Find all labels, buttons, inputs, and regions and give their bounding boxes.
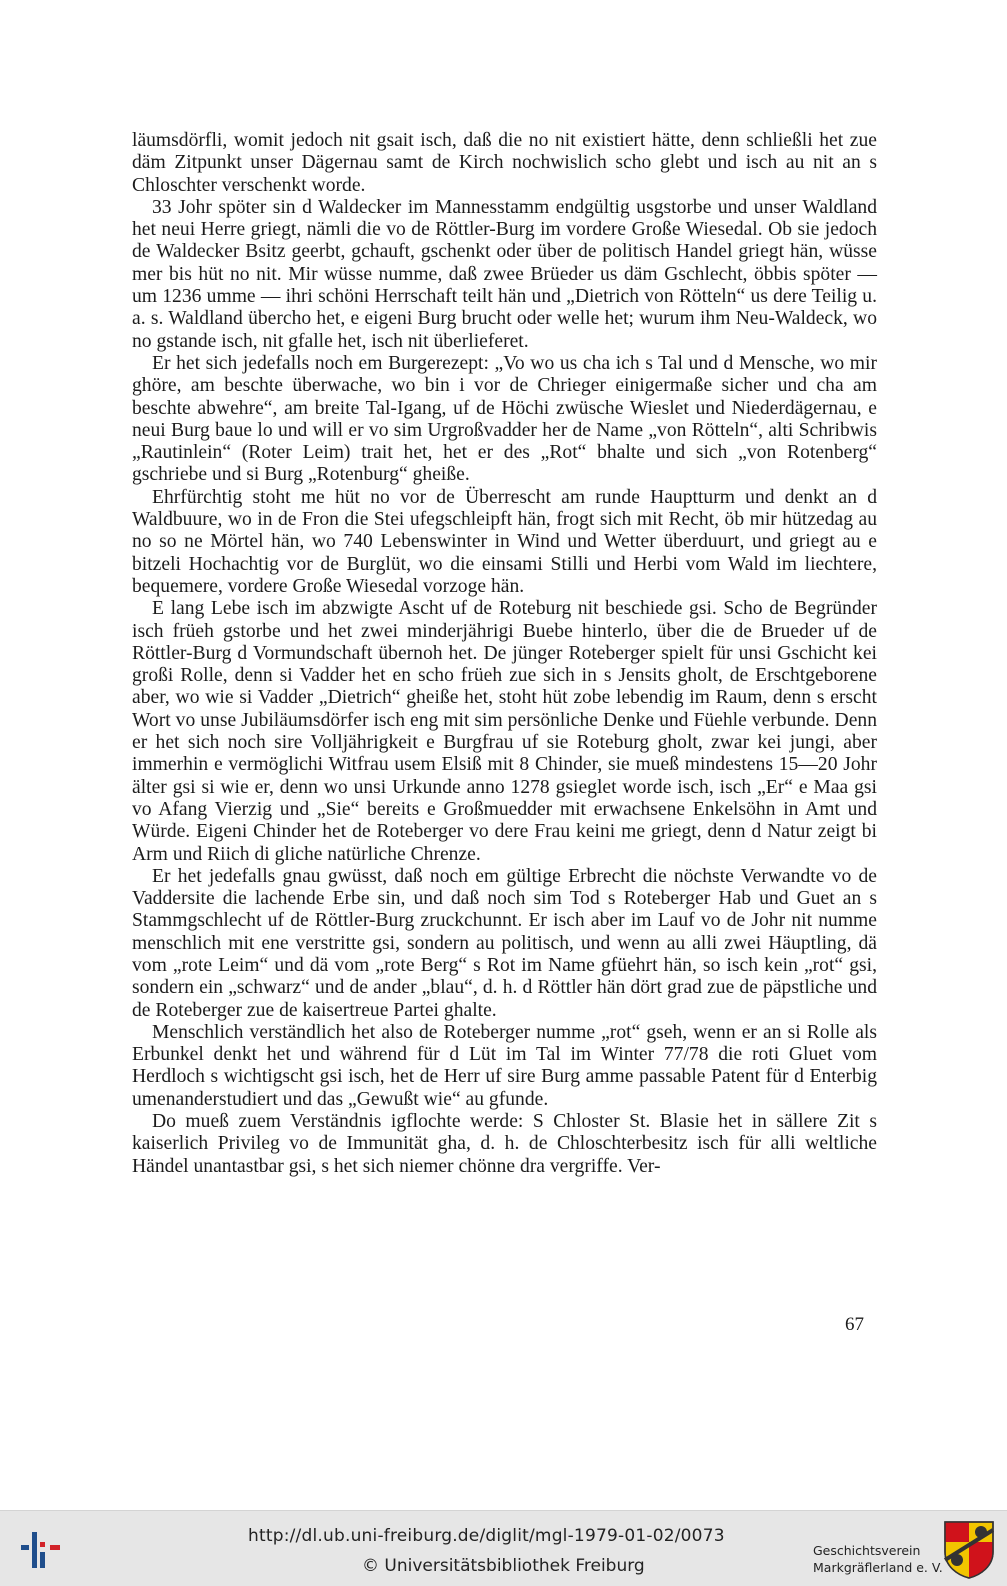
footer-url-link[interactable]: http://dl.ub.uni-freiburg.de/diglit/mgl-1979-01-02/0073	[248, 1526, 725, 1546]
coat-of-arms-icon	[943, 1520, 995, 1580]
paragraph: Menschlich verständlich het also de Roteberger numme „rot“ gseh, wenn er an si Rolle als Erbunkel denkt het und während für d Lüt im Tal im Winter 77/78 die roti Gluet vom Herdloch s wichtigscht gsi isch, het de Herr uf sire Burg amme passable Patent für d Enterbig umenanderstudiert und das „Gewußt wie“ au gfunde.	[132, 1021, 877, 1110]
body-text	[132, 130, 877, 1178]
page-number: 67	[845, 1314, 864, 1335]
paragraph: Ehrfürchtig stoht me hüt no vor de Überrescht am runde Hauptturm und denkt an d Waldbuure, wo in de Fron die Stei ufegschleipft hän, frogt sich mit Recht, öb mir hützedag au no so ne Mörtel hän, wo 740 Lebenswinter in Wind und Wetter überduurt, und griegt au e bitzeli Hochachtig vor de Burglüt, wo die einsami Stilli und Herbi vom Wald im liechtere, bequemere, vordere Große Wiesedal vorzoge hän.	[132, 486, 877, 597]
paragraph: Er het jedefalls gnau gwüsst, daß noch em gültige Erbrecht die nöchste Verwandte vo de Vaddersite die lachende Erbe sin, und daß noch sim Tod s Roteberger Hab und Guet an s Stammgschlecht uf de Röttler-Burg zruckchunnt. Er isch aber im Lauf vo de Johr nit numme menschlich mit ene verstritte gsi, sondern au politisch, und wenn au alli zwei Häuptling, dä vom „rote Leim“ und dä vom „rote Berg“ s Rot im Name gfüehrt hän, so isch kein „rot“ gsi, sondern ein „schwarz“ und de ander „blau“, d. h. d Röttler hän dört grad zue de päpstliche und de Roteberger zue de kaisertreue Partei ghalte.	[132, 865, 877, 1021]
society-line-2: Markgräflerland e. V.	[813, 1560, 943, 1575]
paragraph: E lang Lebe isch im abzwigte Ascht uf de Roteburg nit beschiede gsi. Scho de Begründer isch früeh gstorbe und het zwei minderjährigi Buebe hinterlo, über die de Brueder uf de Röttler-Burg d Vormundschaft übernoh het. De jünger Roteberger spielt für unsi Gschicht kei großi Rolle, denn si Vadder het en scho früeh zue sich in s Jensits gholt, de Erschtgeborene aber, wo wie si Vadder „Dietrich“ gheiße het, stoht hüt zobe lebendig im Raum, denn s erscht Wort vo unse Jubiläumsdörfer isch eng mit sim persönliche Denke und Füehle verbunde. Denn er het sich noch sire Volljährigkeit e Burgfrau uf sie Roteburg gholt, zwar kei jungi, aber immerhin e vermöglichi Witfrau usem Elsiß mit 8 Chinder, sie mueß mindestens 15—20 Johr älter gsi si wie er, denn wo unsi Urkunde anno 1278 gsieglet worde isch, isch „Er“ e Maa gsi vo Afang Vierzig und „Sie“ bereits e Großmuedder mit erwachsene Enkelsöhn in Amt und Würde. Eigeni Chinder het de Roteberger vo dere Frau keini me griegt, denn d Natur zeigt bi Arm und Riich di gliche natürliche Chrenze.	[132, 598, 877, 865]
ub-freiburg-logo-icon	[18, 1527, 66, 1573]
paragraph: Er het sich jedefalls noch em Burgerezept: „Vo wo us cha ich s Tal und d Mensche, wo mir ghöre, am beschte überwache, wo bin i vor de Chrieger einigermaße sicher und cha am beschte abwehre“, am breite Tal-Igang, uf de Höchi zwüsche Wieslet und Niederdägernau, e neui Burg baue lo und will er vo sim Urgroßvadder her de Name „von Rötteln“, alti Schribwis „Rautinlein“ (Roter Leim) trait het, het er des „Rot“ bhalte und sich „von Rotenberg“ gschriebe und si Burg „Rotenburg“ gheiße.	[132, 352, 877, 486]
society-line-1: Geschichtsverein	[813, 1543, 921, 1558]
footer-bar	[0, 1510, 1007, 1586]
society-name	[813, 1542, 943, 1576]
footer-copyright: © Universitätsbibliothek Freiburg	[362, 1556, 645, 1576]
paragraph: Do mueß zuem Verständnis igflochte werde: S Chloster St. Blasie het in sällere Zit s kaiserlich Privileg vo de Immunität gha, d. h. de Chloschterbesitz isch für alli weltliche Händel unantastbar gsi, s het sich niemer chönne dra vergriffe. Ver-	[132, 1111, 877, 1177]
paragraph: 33 Johr spöter sin d Waldecker im Mannesstamm endgültig usgstorbe und unser Waldland het neui Herre griegt, nämli die vo de Röttler-Burg im vordere Große Wiesedal. Ob sie jedoch de Waldecker Bsitz geerbt, gchauft, gschenkt oder über de politisch Handel griegt hän, wüsse mer bis hüt no nit. Mir wüsse numme, daß zwee Brüeder us däm Gschlecht, öbbis spöter — um 1236 umme — ihri schöni Herrschaft teilt hän und „Dietrich von Rötteln“ us dere Teilig u. a. s. Waldland übercho het, e eigeni Burg brucht oder welle het; wurum ihm Neu-Waldeck, wo no gstande isch, nit gfalle het, isch nit überlieferet.	[132, 196, 877, 352]
paragraph: läumsdörfli, womit jedoch nit gsait isch, daß die no nit existiert hätte, denn schließli het zue däm Zitpunkt unser Dägernau samt de Kirch nochwislich scho glebt und isch au nit an s Chloschter verschenkt worde.	[132, 130, 877, 196]
